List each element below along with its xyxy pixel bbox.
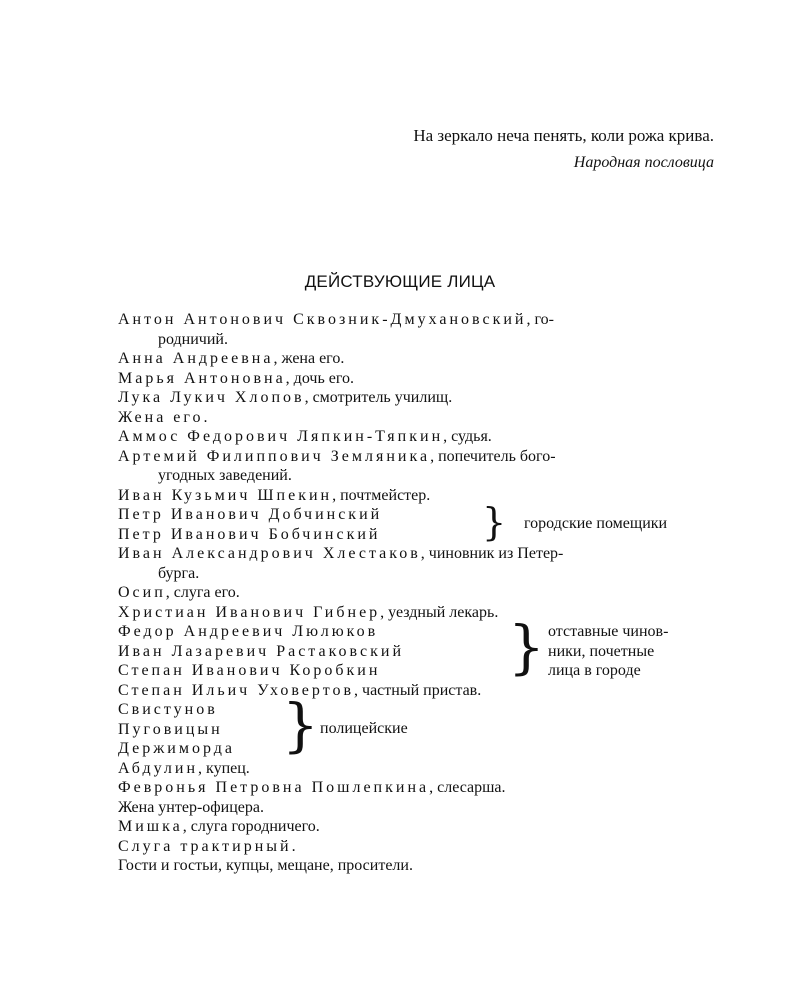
cast-entry-ukhovertov — [118, 681, 738, 701]
group-police — [118, 691, 738, 759]
cast-entry-pugovitsyn — [118, 720, 738, 740]
character-name: Аммос Федорович Ляпкин-Тяпкин — [118, 428, 444, 445]
cast-entry-khlopov — [118, 388, 738, 408]
group-note-line: ники, почетные — [548, 642, 655, 660]
character-desc: , частный пристав. — [354, 681, 482, 699]
cast-entry-skvoznik-cont — [118, 330, 738, 350]
cast-entry-marya — [118, 369, 738, 389]
character-desc: , смотритель училищ. — [304, 389, 453, 406]
cast-entry-svistunov — [118, 700, 738, 720]
cast-entry-poshlepkina — [118, 778, 738, 798]
character-desc: угодных заведений. — [158, 467, 292, 484]
epigraph — [413, 122, 714, 176]
cast-entry-khlopov-wife — [118, 408, 738, 428]
character-name: Иван Александрович Хлестаков — [118, 545, 421, 562]
character-name: Петр Иванович Добчинский — [118, 506, 383, 523]
character-desc: , купец. — [198, 759, 250, 777]
character-name: Христиан Иванович Гибнер — [118, 603, 381, 621]
right-brace-icon: } — [282, 691, 319, 759]
character-desc: Гости и гостьи, купцы, мещане, просители. — [118, 857, 413, 874]
group-note-line: отставные чинов- — [548, 623, 669, 640]
group-note-line: лица в городе — [548, 662, 641, 679]
character-name: Степан Ильич Уховертов — [118, 681, 355, 699]
character-name: Февронья Петровна Пошлепкина — [118, 779, 430, 796]
character-name: Слуга трактирный. — [118, 837, 299, 855]
cast-entry-lyapkin — [118, 427, 738, 447]
character-name: Свистунов — [118, 701, 218, 718]
group-note: полицейские — [320, 720, 408, 737]
cast-entry-osip — [118, 583, 738, 603]
character-name: Федор Андреевич Люлюков — [118, 623, 379, 640]
character-desc: , го- — [526, 311, 554, 328]
epigraph-quote: На зеркало неча пенять, коли рожа крива. — [413, 126, 714, 145]
cast-entry-khlestakov-cont — [118, 564, 738, 584]
character-desc: , жена его. — [273, 350, 345, 367]
character-name: Осип — [118, 584, 166, 601]
cast-list — [118, 310, 738, 876]
character-name: Лука Лукич Хлопов — [118, 389, 305, 406]
group-landowners — [118, 500, 738, 544]
character-desc: , уездный лекарь. — [380, 603, 499, 621]
cast-entry-skvoznik — [118, 310, 738, 330]
character-name: Жена его. — [118, 408, 211, 426]
epigraph-source: Народная пословица — [573, 154, 714, 171]
character-desc: , судья. — [443, 428, 492, 445]
cast-entry-tavern-servant — [118, 837, 738, 857]
character-desc: , дочь его. — [285, 369, 355, 387]
character-name: Держиморда — [118, 740, 235, 757]
character-desc: , почтмейстер. — [332, 486, 431, 504]
group-officials — [118, 613, 738, 681]
cast-entry-derzhimorda — [118, 739, 738, 759]
character-name: Марья Антоновна — [118, 369, 286, 387]
character-name: Артемий Филиппович Земляника — [118, 447, 431, 465]
group-note: городские помещики — [524, 515, 668, 532]
character-desc: , слесарша. — [429, 779, 506, 796]
character-name: Мишка — [118, 818, 183, 835]
character-desc: родничий. — [158, 330, 228, 348]
page-title: ДЕЙСТВУЮЩИЕ ЛИЦА — [304, 272, 496, 291]
character-name: Пуговицын — [118, 720, 223, 738]
character-name: Иван Кузьмич Шпекин — [118, 486, 333, 504]
character-name: Петр Иванович Бобчинский — [118, 525, 381, 543]
character-name: Степан Иванович Коробкин — [118, 662, 381, 679]
character-desc: , попечитель бого- — [430, 447, 556, 465]
character-desc: бурга. — [158, 564, 200, 582]
cast-entry-korobkin — [118, 661, 738, 681]
character-desc: Жена унтер-офицера. — [118, 798, 264, 816]
character-desc: , слуга городничего. — [182, 818, 320, 835]
cast-entry-anna — [118, 349, 738, 369]
cast-entry-zemlyanika-cont — [118, 466, 738, 486]
character-name: Абдулин — [118, 759, 199, 777]
cast-entry-nco-wife — [118, 798, 738, 818]
cast-entry-abdulin — [118, 759, 738, 779]
character-name: Анна Андреевна — [118, 350, 274, 367]
cast-entry-zemlyanika — [118, 447, 738, 467]
cast-entry-guests — [118, 856, 738, 876]
cast-entry-gibner — [118, 603, 738, 623]
cast-entry-mishka — [118, 817, 738, 837]
cast-entry-shpekin — [118, 486, 738, 506]
character-desc: , чиновник из Петер- — [420, 545, 564, 562]
right-brace-icon: } — [482, 500, 507, 544]
character-desc: , слуга его. — [165, 584, 240, 601]
character-name: Антон Антонович Сквозник-Дмухановский — [118, 311, 527, 328]
cast-entry-khlestakov — [118, 544, 738, 564]
character-name: Иван Лазаревич Растаковский — [118, 642, 405, 660]
right-brace-icon: } — [508, 613, 545, 681]
